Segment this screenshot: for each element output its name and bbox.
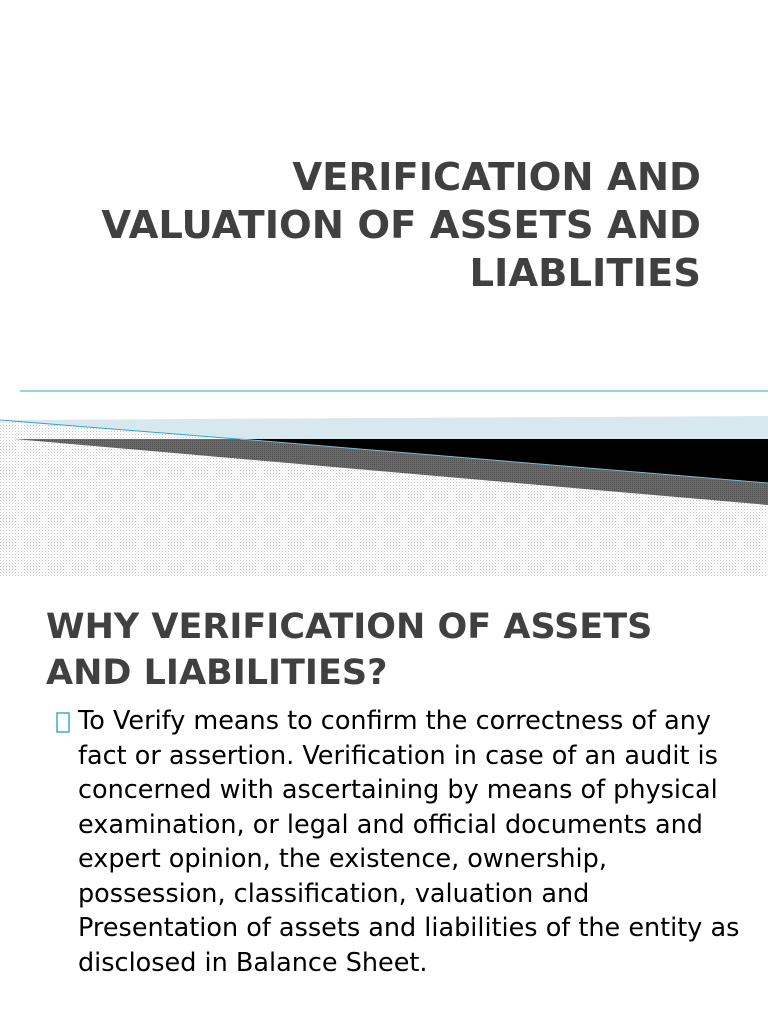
decorative-banner [0,380,768,576]
content-slide [0,576,768,1024]
unrendered-glyph-box-icon [56,712,70,733]
bullet-item [55,704,745,980]
slide-heading: WHY VERIFICATION OF ASSETS AND LIABILITIES? [46,607,653,693]
bullet-text: To Verify means to confirm the correctness of any fact or assertion. Verification in case of an audit is concerned with ascertaining by means of physical examination, or legal and official documents and expert opinion, the existence, ownership, possession, classification, valuation and Presentation of assets and liabilities of the entity as disclosed in Balance Sheet. [78,706,740,978]
slide-title: VERIFICATION AND VALUATION OF ASSETS AND LIABLITIES [101,155,701,296]
bullet-list [55,704,745,980]
